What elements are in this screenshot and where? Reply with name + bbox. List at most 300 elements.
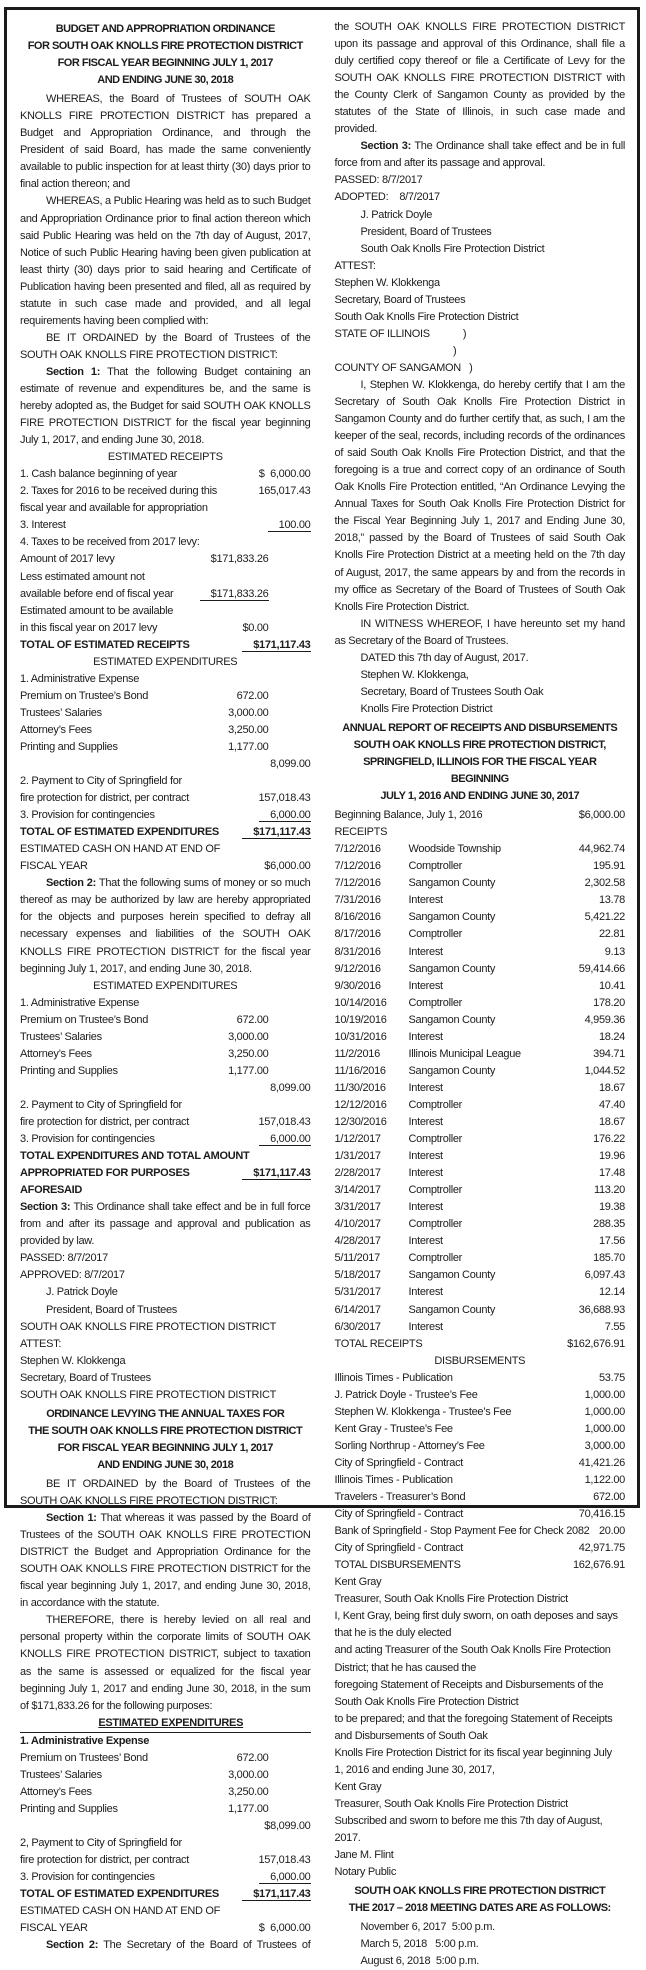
ledger-date: 10/31/2016: [334, 1030, 387, 1043]
row-amount: [242, 1165, 310, 1182]
amount-row: [20, 807, 311, 824]
amount-row: [335, 1540, 626, 1557]
ledger-row: [335, 875, 626, 892]
text-line: Kent Gray: [334, 1576, 382, 1589]
ledger-date: 5/18/2017: [334, 1269, 381, 1282]
ledger-payee: Interest: [408, 1081, 443, 1094]
row-amount: [228, 739, 268, 756]
paragraph: [20, 1476, 311, 1510]
row-amount: [259, 1869, 310, 1886]
amount-value: 1,122.00: [584, 1473, 625, 1486]
text-line: President, Board of Trustees: [46, 1303, 178, 1316]
amount-row: [20, 551, 311, 568]
amount-row: [335, 1336, 626, 1353]
row-label: 1. Cash balance beginning of year: [20, 468, 178, 481]
text-line: ATTEST:: [20, 1337, 62, 1350]
paragraph: [20, 193, 311, 329]
amount-row: [20, 1767, 311, 1784]
ledger-payee: Interest: [408, 1167, 443, 1180]
text-line: Less estimated amount not: [20, 570, 145, 583]
amount-row: [20, 1046, 311, 1063]
row-label: Travelers - Treasurer’s Bond: [334, 1491, 466, 1504]
amount-value: 162,676.91: [572, 1559, 625, 1572]
amount-row: [20, 824, 311, 841]
amount-value: 3,000.00: [228, 1768, 269, 1781]
ledger-date: 12/30/2016: [334, 1116, 387, 1128]
amount-row: [20, 722, 311, 739]
heading-line: SOUTH OAK KNOLLS FIRE PROTECTION DISTRICT: [354, 1885, 606, 1898]
text-line: Estimated amount to be available: [20, 604, 174, 617]
row-label: Attorney’s Fees: [20, 1785, 92, 1798]
column-left: [20, 19, 311, 1952]
amount-value: 8,099.00: [270, 1081, 311, 1094]
amount-row: [20, 858, 311, 875]
ledger-amount: 195.91: [593, 860, 625, 873]
amount-value: 100.00: [268, 519, 311, 532]
ledger-payee: Comptroller: [408, 1098, 463, 1111]
row-amount: [579, 807, 625, 824]
ledger-payee: Interest: [408, 1235, 443, 1248]
row-label: fire protection for district, per contract: [20, 1854, 189, 1867]
amount-value: 1,000.00: [584, 1405, 625, 1418]
ledger-amount: 18.67: [598, 1081, 625, 1094]
amount-value: $171,117.43: [242, 639, 310, 652]
text-line: APPROVED: 8/7/2017: [20, 1269, 125, 1282]
row-label: Premium on Trustee’s Bond: [20, 1013, 149, 1026]
paragraph-text: The Ordinance shall take effect and be in full force from and after its passage and approval.: [334, 140, 625, 170]
section-label: Section 1:: [46, 365, 101, 378]
amount-value: 157,018.43: [258, 1116, 311, 1128]
row-amount: [211, 551, 269, 568]
ledger-row: [335, 841, 626, 858]
amount-value: 157,018.43: [258, 792, 311, 805]
ledger-payee: Interest: [408, 894, 443, 907]
text-line: March 5, 2018 5:00 p.m.: [360, 1938, 479, 1951]
ledger-payee: Interest: [408, 1116, 443, 1128]
text-line: November 6, 2017 5:00 p.m.: [360, 1921, 495, 1934]
ledger-amount: 4,959.36: [584, 1013, 625, 1026]
text-line: 1. Administrative Expense: [20, 672, 140, 685]
row-amount: [585, 1404, 625, 1421]
row-label: TOTAL OF ESTIMATED EXPENDITURES: [20, 1888, 219, 1901]
ledger-row: [335, 1319, 626, 1336]
ledger-payee: Comptroller: [408, 928, 463, 941]
notice-heading: [20, 1406, 311, 1474]
row-amount: [228, 1767, 268, 1784]
amount-value: $6,000.00: [578, 809, 625, 822]
ledger-payee: Comptroller: [408, 860, 463, 873]
row-label: Amount of 2017 levy: [20, 553, 115, 566]
paragraph-text: THEREFORE, there is hereby levied on all real and personal property within the corporate limits of SOUTH OAK KNOLLS FIRE PROTECTION DISTRICT, subject to taxation as the same is assessed or equalized for the fiscal year beginning July 1, 2017 and ending June 30, 2018, in the sum of $171,833.26 for the following purposes:: [20, 1614, 311, 1712]
row-label: Stephen W. Klokkenga - Trustee’s Fee: [334, 1405, 512, 1418]
heading-line: BUDGET AND APPROPRIATION ORDINANCE: [55, 23, 275, 35]
amount-value: 1,000.00: [584, 1422, 625, 1435]
text-line: 2. Payment to City of Springfield for: [20, 775, 182, 788]
ledger-amount: 2,302.58: [584, 877, 625, 890]
ledger-row: [335, 1165, 626, 1182]
row-amount: [259, 466, 311, 483]
amount-row: [20, 1165, 311, 1199]
ledger-date: 4/10/2017: [334, 1218, 381, 1231]
amount-row: [20, 790, 311, 807]
row-label: fire protection for district, per contract: [20, 1116, 189, 1128]
text-line: to be prepared; and that the foregoing Statement of Receipts: [334, 1712, 613, 1725]
text-line: ESTIMATED CASH ON HAND AT END OF: [20, 1905, 221, 1918]
ledger-amount: 36,688.93: [578, 1303, 625, 1316]
ledger-row: [335, 1046, 626, 1063]
ledger-date: 9/12/2016: [334, 962, 381, 975]
paragraph: [20, 330, 311, 364]
paragraph: [335, 377, 626, 616]
section-label: Section 2:: [46, 1939, 99, 1952]
text-line: COUNTY OF SANGAMON ): [334, 361, 473, 374]
ledger-row: [335, 1284, 626, 1301]
ledger-row: [335, 926, 626, 943]
amount-value: 1,177.00: [228, 740, 269, 753]
row-amount: [579, 1455, 625, 1472]
row-amount: [585, 1387, 625, 1404]
paragraph-text: IN WITNESS WHEREOF, I have hereunto set my hand as Secretary of the Board of Trustees.: [334, 617, 625, 647]
ledger-payee: Comptroller: [408, 1133, 463, 1146]
amount-value: 6,000.00: [259, 1871, 310, 1884]
ledger-date: 11/30/2016: [334, 1081, 386, 1094]
amount-row: [335, 1506, 626, 1523]
text-line: I, Kent Gray, being first duly sworn, on oath deposes and says: [334, 1610, 618, 1623]
text-line: DATED this 7th day of August, 2017.: [360, 651, 529, 664]
ledger-date: 11/16/2016: [334, 1064, 386, 1077]
text-line: South Oak Knolls Fire Protection District: [334, 1695, 519, 1708]
column-right: [334, 19, 626, 1968]
ledger-amount: 22.81: [598, 928, 625, 941]
row-amount: [264, 858, 310, 875]
text-line: Stephen W. Klokkenga,: [360, 668, 469, 681]
text-line: 1. Administrative Expense: [20, 1734, 150, 1747]
text-line: 1, 2016 and ending June 30, 2017,: [334, 1763, 495, 1776]
row-amount: [228, 1046, 268, 1063]
amount-value: $162,676.91: [567, 1337, 625, 1350]
heading-line: AND ENDING JUNE 30, 2018: [97, 1458, 234, 1471]
ledger-payee: Interest: [408, 979, 443, 992]
amount-value: 3,250.00: [228, 1047, 269, 1060]
ledger-row: [335, 961, 626, 978]
amount-row: [20, 1801, 311, 1818]
section-label: Section 1:: [46, 1512, 97, 1525]
text-line: Secretary, Board of Trustees South Oak: [360, 685, 544, 698]
text-line: PASSED: 8/7/2017: [334, 174, 423, 187]
amount-row: [20, 466, 311, 483]
ledger-payee: Interest: [408, 1286, 443, 1299]
ledger-payee: Comptroller: [408, 1218, 463, 1231]
row-amount: [237, 688, 269, 705]
text-line: ESTIMATED CASH ON HAND AT END OF: [20, 843, 221, 856]
ledger-date: 8/17/2016: [334, 928, 381, 941]
text-line: August 6, 2018 5:00 p.m.: [360, 1955, 479, 1968]
text-line: ADOPTED: 8/7/2017: [334, 191, 440, 204]
amount-row: [335, 1489, 626, 1506]
text-line: Subscribed and sworn to before me this 7th day of August,: [334, 1814, 603, 1827]
paragraph: [335, 19, 626, 138]
amount-value: $171,833.26: [210, 553, 269, 566]
row-amount: [579, 1540, 625, 1557]
ledger-amount: 47.40: [598, 1098, 625, 1111]
text-line: Notary Public: [334, 1866, 397, 1879]
ledger-amount: 185.70: [593, 1252, 625, 1265]
ledger-row: [335, 909, 626, 926]
row-amount: [259, 1131, 310, 1148]
amount-value: 3,250.00: [228, 723, 269, 736]
text-line: ATTEST:: [334, 259, 376, 272]
notice-columns: [20, 19, 625, 1968]
ledger-row: [335, 1233, 626, 1250]
ledger-amount: 13.78: [598, 894, 625, 907]
paragraph: [20, 1612, 311, 1714]
ledger-amount: 18.67: [598, 1116, 625, 1128]
text-line: J. Patrick Doyle: [46, 1286, 118, 1299]
text-line: District; that he has caused the: [334, 1661, 476, 1674]
text-line: South Oak Knolls Fire Protection District: [360, 242, 545, 255]
row-label: Trustees’ Salaries: [20, 1030, 102, 1043]
heading-line: ORDINANCE LEVYING THE ANNUAL TAXES FOR: [46, 1407, 285, 1420]
ledger-date: 4/28/2017: [334, 1235, 381, 1248]
ledger-payee: Comptroller: [408, 996, 463, 1009]
row-amount: [228, 1029, 268, 1046]
row-label: in this fiscal year on 2017 levy: [20, 621, 158, 634]
row-label: fire protection for district, per contract: [20, 792, 189, 805]
ledger-payee: Sangamon County: [408, 962, 496, 975]
row-amount: [268, 517, 311, 534]
ledger-date: 7/12/2016: [334, 860, 381, 873]
ledger-payee: Interest: [408, 1201, 443, 1214]
ledger-row: [335, 1097, 626, 1114]
row-label: 3. Provision for contingencies: [20, 1871, 155, 1884]
heading-line: FOR FISCAL YEAR BEGINNING JULY 1, 2017: [57, 1441, 273, 1454]
row-amount: [228, 722, 268, 739]
text-line: J. Patrick Doyle: [360, 208, 433, 221]
section-heading: ESTIMATED EXPENDITURES: [93, 979, 238, 992]
ledger-payee: Sangamon County: [408, 1303, 496, 1316]
text-line: and Disbursements of South Oak: [334, 1729, 488, 1742]
amount-row: [20, 1886, 311, 1903]
amount-row: [20, 483, 311, 500]
amount-row: [20, 620, 311, 637]
ledger-amount: 7.55: [604, 1320, 625, 1333]
text-line: Knolls Fire Protection District for its fiscal year beginning July: [334, 1746, 612, 1759]
row-label: Printing and Supplies: [20, 740, 118, 753]
ledger-row: [335, 1216, 626, 1233]
notice-heading: [335, 1883, 626, 1917]
row-amount: [242, 824, 310, 841]
heading-line: THE SOUTH OAK KNOLLS FIRE PROTECTION DISTRICT: [28, 1424, 303, 1437]
row-amount: [270, 1080, 310, 1097]
amount-row: [335, 1421, 626, 1438]
row-label: Bank of Springfield - Stop Payment Fee for Check 2082: [334, 1525, 590, 1538]
row-label: City of Springfield - Contract: [334, 1456, 464, 1469]
amount-row: [20, 586, 311, 603]
amount-row: [20, 637, 311, 654]
row-amount: [259, 1920, 311, 1937]
ledger-row: [335, 1080, 626, 1097]
amount-row: [20, 1869, 311, 1886]
row-amount: [599, 1523, 625, 1540]
amount-value: 70,416.15: [578, 1508, 625, 1521]
heading-line: FOR FISCAL YEAR BEGINNING JULY 1, 2017: [57, 57, 273, 70]
row-amount: [242, 637, 310, 654]
row-amount: [242, 620, 268, 637]
ledger-payee: Interest: [408, 1030, 443, 1043]
ledger-amount: 17.56: [598, 1235, 625, 1248]
paragraph: [335, 138, 626, 172]
paragraph-text: This Ordinance shall take effect and be in full force from and after its passage and approval and publication as provided by law.: [20, 1201, 311, 1248]
row-label: 3. Interest: [20, 519, 66, 532]
notice-heading: [20, 21, 311, 89]
amount-row: [335, 1404, 626, 1421]
ledger-payee: Comptroller: [408, 1184, 463, 1197]
paragraph: [20, 1199, 311, 1250]
amount-value: $ 6,000.00: [258, 468, 311, 481]
amount-row: [20, 739, 311, 756]
text-line: SOUTH OAK KNOLLS FIRE PROTECTION DISTRICT: [20, 1388, 277, 1401]
text-line: TOTAL EXPENDITURES AND TOTAL AMOUNT: [20, 1150, 250, 1163]
section-heading: ESTIMATED EXPENDITURES: [20, 1715, 311, 1733]
row-label: TOTAL DISBURSEMENTS: [334, 1559, 461, 1572]
row-label: Sorling Northrup - Attorney’s Fee: [334, 1439, 485, 1452]
amount-row: [20, 1920, 311, 1937]
text-line: PASSED: 8/7/2017: [20, 1252, 108, 1265]
row-label: Printing and Supplies: [20, 1064, 118, 1077]
ledger-date: 1/31/2017: [334, 1150, 381, 1163]
text-line: fiscal year and available for appropriation: [20, 502, 208, 515]
row-amount: [599, 1370, 625, 1387]
paragraph-text: That the following sums of money or so much thereof as may be authorized by law are hereby appropriated for the objects and purposes herein specified to defray all necessary expenses and liabilities of the SOUTH OAK KNOLLS FIRE PROTECTION DISTRICT for the fiscal year beginning July 1, 2017, and ending June 30, 2018.: [20, 877, 311, 975]
row-amount: [237, 1750, 269, 1767]
ledger-date: 8/16/2016: [334, 911, 381, 924]
row-amount: [585, 1421, 625, 1438]
ledger-row: [335, 1148, 626, 1165]
text-line: foregoing Statement of Receipts and Disbursements of the: [334, 1678, 604, 1691]
ledger-date: 7/31/2016: [334, 894, 381, 907]
ledger-date: 9/30/2016: [334, 979, 381, 992]
row-label: Kent Gray - Trustee’s Fee: [334, 1422, 453, 1435]
paragraph-text: That whereas it was passed by the Board of Trustees of the SOUTH OAK KNOLLS FIRE PROTECTION DISTRICT the Budget and Appropriation Ordinance for the SOUTH OAK KNOLLS FIRE PROTECTION DISTRICT for the fiscal year beginning July 1, 2017, and ending June 30, 2018, in accordance with the statute.: [20, 1512, 311, 1610]
text-line: STATE OF ILLINOIS ): [334, 327, 467, 340]
text-line: Treasurer, South Oak Knolls Fire Protection District: [334, 1593, 568, 1606]
row-label: City of Springfield - Contract: [334, 1542, 464, 1555]
amount-row: [20, 1852, 311, 1869]
ledger-date: 7/12/2016: [334, 843, 381, 856]
ledger-amount: 44,962.74: [578, 843, 625, 856]
amount-row: [335, 1370, 626, 1387]
row-amount: [258, 790, 310, 807]
ledger-amount: 12.14: [598, 1286, 625, 1299]
ledger-amount: 394.71: [593, 1047, 625, 1060]
amount-value: $0.00: [242, 621, 269, 634]
row-label: 3. Provision for contingencies: [20, 1133, 155, 1146]
ledger-date: 3/14/2017: [334, 1184, 381, 1197]
ledger-date: 5/31/2017: [334, 1286, 381, 1299]
amount-value: 20.00: [598, 1525, 625, 1538]
amount-value: $171,117.43: [242, 1167, 310, 1180]
ledger-amount: 1,044.52: [584, 1064, 625, 1077]
row-amount: [585, 1438, 625, 1455]
amount-value: 672.00: [236, 1751, 269, 1764]
text-line: 2017.: [334, 1831, 361, 1844]
ledger-row: [335, 944, 626, 961]
ledger-row: [335, 1302, 626, 1319]
row-label: Illinois Times - Publication: [334, 1371, 453, 1384]
amount-value: 1,177.00: [228, 1802, 269, 1815]
text-line: Stephen W. Klokkenga: [20, 1354, 126, 1367]
text-line: ): [334, 344, 457, 357]
paragraph: [20, 875, 311, 977]
text-line: 2, Payment to City of Springfield for: [20, 1836, 182, 1849]
amount-value: $171,833.26: [200, 588, 269, 601]
paragraph: [20, 1510, 311, 1612]
ledger-row: [335, 1114, 626, 1131]
paragraph-text: WHEREAS, the Board of Trustees of SOUTH OAK KNOLLS FIRE PROTECTION DISTRICT has prepared a Budget and Appropriation Ordinance, and through the President of said Board, has made the same conveniently available to public inspection for at least thirty (30) days prior to final action thereon; and: [20, 93, 311, 191]
ledger-row: [335, 1029, 626, 1046]
row-amount: [573, 1557, 625, 1574]
row-amount: [200, 586, 269, 603]
ledger-payee: Sangamon County: [408, 1013, 496, 1026]
row-amount: [258, 1852, 310, 1869]
row-amount: [567, 1336, 625, 1353]
row-label: Trustees’ Salaries: [20, 1768, 102, 1781]
ledger-row: [335, 1063, 626, 1080]
paragraph-text: BE IT ORDAINED by the Board of Trustees of the SOUTH OAK KNOLLS FIRE PROTECTION DISTRICT:: [20, 331, 311, 361]
amount-value: 8,099.00: [270, 758, 311, 771]
amount-value: $ 6,000.00: [258, 1922, 311, 1935]
ledger-row: [335, 1250, 626, 1267]
amount-value: 3,000.00: [228, 706, 269, 719]
text-line: Treasurer, South Oak Knolls Fire Protection District: [334, 1797, 568, 1810]
row-label: Illinois Times - Publication: [334, 1473, 453, 1486]
amount-row: [335, 807, 626, 824]
row-amount: [258, 1114, 310, 1131]
ledger-payee: Sangamon County: [408, 1064, 496, 1077]
section-label: Section 3:: [360, 140, 411, 153]
ledger-row: [335, 1267, 626, 1284]
ledger-date: 6/14/2017: [334, 1303, 381, 1316]
text-line: President, Board of Trustees: [360, 225, 492, 238]
ledger-date: 10/14/2016: [334, 996, 387, 1009]
heading-line: FOR SOUTH OAK KNOLLS FIRE PROTECTION DISTRICT: [27, 40, 303, 53]
ledger-payee: Sangamon County: [408, 911, 496, 924]
paragraph-text: WHEREAS, a Public Hearing was held as to such Budget and Appropriation Ordinance prior to final action thereon which said Public Hearing was held on the 7th day of August, 2017, Notice of such Public Hearing having been given publication at least thirty (30) days prior to said hearing and Certificate of Publication having been presented and filed, all as required by statute in such case made and provided, and all legal requirements having been complied with:: [20, 195, 311, 327]
heading-line: ANNUAL REPORT OF RECEIPTS AND DISBURSEMENTS: [342, 721, 618, 734]
text-line: 2. Payment to City of Springfield for: [20, 1098, 182, 1111]
row-amount: [228, 705, 268, 722]
ledger-date: 7/12/2016: [334, 877, 381, 890]
paragraph-text: BE IT ORDAINED by the Board of Trustees of the SOUTH OAK KNOLLS FIRE PROTECTION DISTRICT:: [20, 1477, 311, 1508]
amount-row: [335, 1387, 626, 1404]
row-label: Printing and Supplies: [20, 1802, 118, 1815]
ledger-payee: Illinois Municipal League: [408, 1047, 521, 1060]
amount-row: [20, 1012, 311, 1029]
row-label: City of Springfield - Contract: [334, 1508, 464, 1521]
amount-value: 3,250.00: [228, 1785, 269, 1798]
row-label: Premium on Trustee’s Bond: [20, 689, 149, 702]
row-amount: [242, 1886, 310, 1903]
amount-value: 672.00: [236, 1013, 269, 1026]
paragraph: [20, 1937, 311, 1954]
amount-value: 1,177.00: [228, 1064, 269, 1077]
row-amount: [228, 1801, 268, 1818]
heading-line: THE 2017 – 2018 MEETING DATES ARE AS FOLLOWS:: [348, 1902, 611, 1915]
ledger-date: 5/11/2017: [334, 1252, 380, 1265]
amount-row: [20, 1131, 311, 1148]
amount-value: $6,000.00: [264, 860, 311, 873]
row-label: FISCAL YEAR: [20, 860, 88, 873]
